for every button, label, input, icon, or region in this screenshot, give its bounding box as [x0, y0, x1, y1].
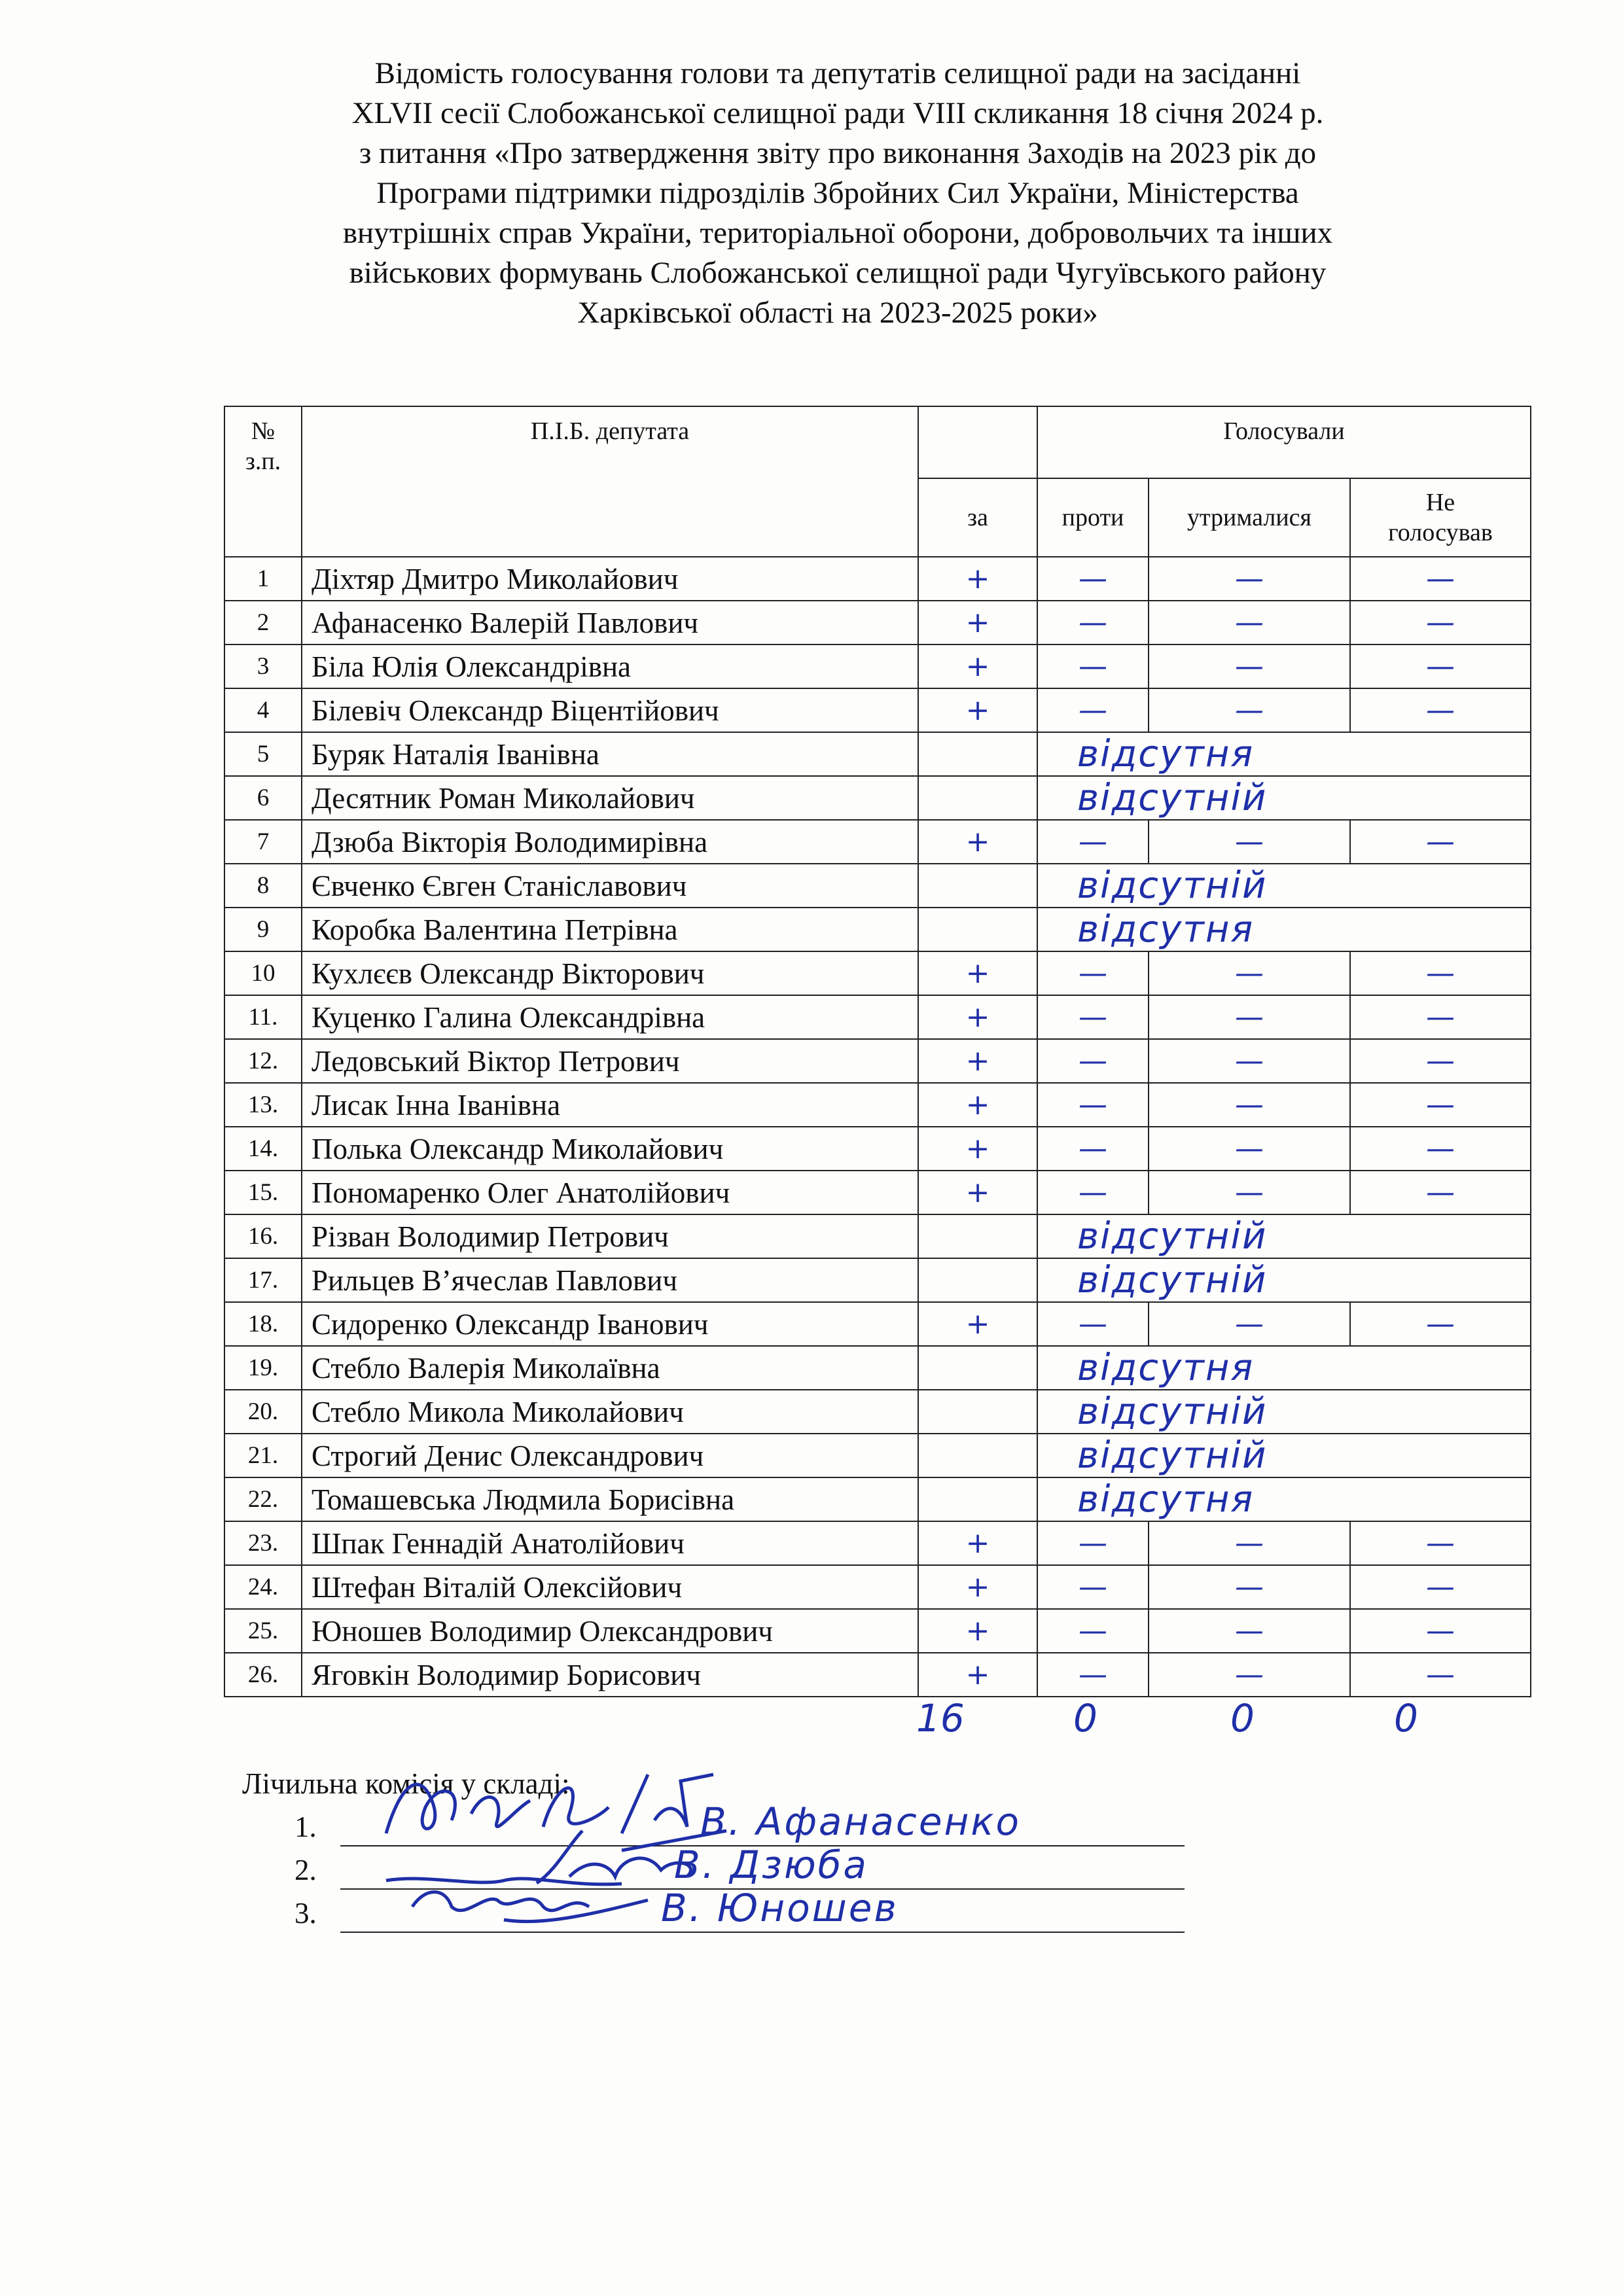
- absent-note: відсутня: [1037, 1346, 1531, 1390]
- deputy-name: Діхтяр Дмитро Миколайович: [302, 557, 918, 601]
- vote-not-voted: —: [1350, 1565, 1531, 1609]
- vote-abstain: —: [1149, 601, 1350, 645]
- table-row: [224, 1346, 1531, 1390]
- absent-note: відсутній: [1037, 1258, 1531, 1302]
- vote-abstain: —: [1149, 1083, 1350, 1127]
- commission-member-3: [294, 1886, 1185, 1933]
- vote-for: +: [918, 1039, 1037, 1083]
- vote-not-voted: —: [1350, 820, 1531, 864]
- vote-against: —: [1037, 1609, 1149, 1653]
- deputy-name: Білевіч Олександр Віцентійович: [302, 688, 918, 732]
- row-number: 5: [224, 732, 302, 776]
- absent-note: відсутній: [1037, 776, 1531, 820]
- header-voted: Голосували: [1037, 406, 1531, 478]
- vote-for: +: [918, 1653, 1037, 1697]
- row-number: 15.: [224, 1171, 302, 1214]
- vote-against: —: [1037, 557, 1149, 601]
- vote-not-voted: —: [1350, 1127, 1531, 1171]
- title-line: внутрішніх справ України, територіальної оборони, добровольчих та інших: [342, 216, 1333, 250]
- total-not-voted: 0: [1394, 1696, 1418, 1740]
- row-number: 19.: [224, 1346, 302, 1390]
- vote-abstain: —: [1149, 1521, 1350, 1565]
- deputy-name: Полька Олександр Миколайович: [302, 1127, 918, 1171]
- row-number: 10: [224, 951, 302, 995]
- row-number: 16.: [224, 1214, 302, 1258]
- table-row: [224, 1609, 1531, 1653]
- vote-against: —: [1037, 1302, 1149, 1346]
- member-number: 1.: [294, 1810, 317, 1843]
- vote-for: +: [918, 1127, 1037, 1171]
- row-number: 25.: [224, 1609, 302, 1653]
- vote-against: —: [1037, 688, 1149, 732]
- member-name: В. Юношев: [661, 1886, 899, 1930]
- vote-against: —: [1037, 995, 1149, 1039]
- vote-for: +: [918, 645, 1037, 688]
- table-row: [224, 1214, 1531, 1258]
- vote-for: +: [918, 820, 1037, 864]
- vote-not-voted: —: [1350, 995, 1531, 1039]
- deputy-name: Біла Юлія Олександрівна: [302, 645, 918, 688]
- absent-note: відсутній: [1037, 1214, 1531, 1258]
- deputy-name: Стебло Валерія Миколаївна: [302, 1346, 918, 1390]
- table-row: [224, 864, 1531, 908]
- commission-label: Лічильна комісія у складі:: [242, 1767, 570, 1800]
- table-row: [224, 1390, 1531, 1434]
- vote-abstain: —: [1149, 557, 1350, 601]
- row-number: 18.: [224, 1302, 302, 1346]
- table-row: [224, 1258, 1531, 1302]
- deputy-name: Ледовський Віктор Петрович: [302, 1039, 918, 1083]
- deputy-name: Томашевська Людмила Борисівна: [302, 1477, 918, 1521]
- header-abstain: утрималися: [1149, 478, 1350, 557]
- vote-not-voted: —: [1350, 688, 1531, 732]
- deputy-name: Штефан Віталій Олексійович: [302, 1565, 918, 1609]
- vote-abstain: —: [1149, 1171, 1350, 1214]
- table-row: [224, 1565, 1531, 1609]
- deputy-name: Строгий Денис Олександрович: [302, 1434, 918, 1477]
- deputy-name: Сидоренко Олександр Іванович: [302, 1302, 918, 1346]
- vote-not-voted: —: [1350, 1171, 1531, 1214]
- absent-note: відсутня: [1037, 1477, 1531, 1521]
- table-row: [224, 776, 1531, 820]
- vote-for: [918, 1390, 1037, 1434]
- vote-against: —: [1037, 1039, 1149, 1083]
- deputy-name: Різван Володимир Петрович: [302, 1214, 918, 1258]
- deputy-name: Коробка Валентина Петрівна: [302, 908, 918, 951]
- table-row: [224, 951, 1531, 995]
- vote-for: +: [918, 1565, 1037, 1609]
- total-for: 16: [916, 1696, 965, 1740]
- absent-note: відсутній: [1037, 1390, 1531, 1434]
- vote-abstain: —: [1149, 1565, 1350, 1609]
- vote-for: +: [918, 995, 1037, 1039]
- vote-for: +: [918, 1171, 1037, 1214]
- vote-for: +: [918, 951, 1037, 995]
- deputy-name: Лисак Інна Іванівна: [302, 1083, 918, 1127]
- vote-against: —: [1037, 645, 1149, 688]
- absent-note: відсутня: [1037, 908, 1531, 951]
- member-name: В. Дзюба: [674, 1843, 868, 1887]
- row-number: 3: [224, 645, 302, 688]
- vote-against: —: [1037, 951, 1149, 995]
- vote-for: +: [918, 601, 1037, 645]
- deputy-name: Євченко Євген Станіславович: [302, 864, 918, 908]
- vote-for: [918, 1258, 1037, 1302]
- voting-table: [224, 406, 1531, 1697]
- table-row: [224, 1477, 1531, 1521]
- vote-for: +: [918, 1609, 1037, 1653]
- vote-totals: [903, 1696, 1466, 1742]
- row-number: 26.: [224, 1653, 302, 1697]
- header-name: П.І.Б. депутата: [302, 406, 918, 557]
- header-number: № з.п.: [224, 406, 302, 557]
- table-row: [224, 601, 1531, 645]
- vote-against: —: [1037, 820, 1149, 864]
- vote-against: —: [1037, 1083, 1149, 1127]
- deputy-name: Буряк Наталія Іванівна: [302, 732, 918, 776]
- vote-not-voted: —: [1350, 1083, 1531, 1127]
- vote-abstain: —: [1149, 951, 1350, 995]
- vote-for: +: [918, 1302, 1037, 1346]
- vote-abstain: —: [1149, 1653, 1350, 1697]
- vote-abstain: —: [1149, 1039, 1350, 1083]
- deputy-name: Десятник Роман Миколайович: [302, 776, 918, 820]
- member-name: В. Афанасенко: [700, 1799, 1021, 1844]
- vote-for: [918, 1346, 1037, 1390]
- member-number: 2.: [294, 1854, 317, 1886]
- row-number: 1: [224, 557, 302, 601]
- table-row: [224, 1521, 1531, 1565]
- deputy-name: Дзюба Вікторія Володимирівна: [302, 820, 918, 864]
- row-number: 2: [224, 601, 302, 645]
- deputy-name: Пономаренко Олег Анатолійович: [302, 1171, 918, 1214]
- row-number: 17.: [224, 1258, 302, 1302]
- title-line: військових формувань Слобожанської селищної ради Чугуївського району: [349, 256, 1327, 290]
- deputy-name: Афанасенко Валерій Павлович: [302, 601, 918, 645]
- row-number: 9: [224, 908, 302, 951]
- header-for: за: [918, 478, 1037, 557]
- vote-abstain: —: [1149, 820, 1350, 864]
- vote-abstain: —: [1149, 1302, 1350, 1346]
- vote-against: —: [1037, 1653, 1149, 1697]
- vote-for: [918, 1477, 1037, 1521]
- vote-not-voted: —: [1350, 601, 1531, 645]
- absent-note: відсутній: [1037, 864, 1531, 908]
- row-number: 13.: [224, 1083, 302, 1127]
- table-row: [224, 1434, 1531, 1477]
- total-against: 0: [1073, 1696, 1097, 1740]
- row-number: 4: [224, 688, 302, 732]
- vote-against: —: [1037, 1565, 1149, 1609]
- vote-not-voted: —: [1350, 1521, 1531, 1565]
- row-number: 7: [224, 820, 302, 864]
- header-empty: [918, 406, 1037, 478]
- table-row: [224, 557, 1531, 601]
- vote-not-voted: —: [1350, 557, 1531, 601]
- vote-against: —: [1037, 1521, 1149, 1565]
- vote-not-voted: —: [1350, 951, 1531, 995]
- table-row: [224, 820, 1531, 864]
- row-number: 21.: [224, 1434, 302, 1477]
- title-line: Харківської області на 2023-2025 роки»: [577, 296, 1098, 330]
- document-title: [223, 54, 1453, 333]
- vote-for: [918, 864, 1037, 908]
- vote-abstain: —: [1149, 688, 1350, 732]
- vote-for: +: [918, 1521, 1037, 1565]
- deputy-name: Стебло Микола Миколайович: [302, 1390, 918, 1434]
- row-number: 14.: [224, 1127, 302, 1171]
- deputy-name: Куценко Галина Олександрівна: [302, 995, 918, 1039]
- vote-for: [918, 908, 1037, 951]
- vote-against: —: [1037, 601, 1149, 645]
- title-line: з питання «Про затвердження звіту про виконання Заходів на 2023 рік до: [359, 136, 1317, 170]
- vote-for: +: [918, 688, 1037, 732]
- table-row: [224, 1127, 1531, 1171]
- deputy-name: Шпак Геннадій Анатолійович: [302, 1521, 918, 1565]
- table-row: [224, 995, 1531, 1039]
- row-number: 8: [224, 864, 302, 908]
- vote-not-voted: —: [1350, 1609, 1531, 1653]
- row-number: 23.: [224, 1521, 302, 1565]
- member-number: 3.: [294, 1897, 317, 1930]
- deputy-name: Рильцев В’ячеслав Павлович: [302, 1258, 918, 1302]
- row-number: 11.: [224, 995, 302, 1039]
- absent-note: відсутня: [1037, 732, 1531, 776]
- vote-abstain: —: [1149, 645, 1350, 688]
- table-row: [224, 1171, 1531, 1214]
- table-row: [224, 732, 1531, 776]
- table-row: [224, 908, 1531, 951]
- vote-against: —: [1037, 1171, 1149, 1214]
- title-line: Відомість голосування голови та депутатів селищної ради на засіданні: [374, 56, 1301, 90]
- row-number: 6: [224, 776, 302, 820]
- vote-for: [918, 776, 1037, 820]
- vote-not-voted: —: [1350, 1302, 1531, 1346]
- row-number: 22.: [224, 1477, 302, 1521]
- vote-abstain: —: [1149, 995, 1350, 1039]
- table-row: [224, 1302, 1531, 1346]
- vote-abstain: —: [1149, 1609, 1350, 1653]
- deputy-name: Кухлєєв Олександр Вікторович: [302, 951, 918, 995]
- row-number: 20.: [224, 1390, 302, 1434]
- vote-not-voted: —: [1350, 645, 1531, 688]
- absent-note: відсутній: [1037, 1434, 1531, 1477]
- title-line: XLVII сесії Слобожанської селищної ради VIII скликання 18 січня 2024 р.: [351, 96, 1324, 130]
- vote-for: [918, 1434, 1037, 1477]
- row-number: 24.: [224, 1565, 302, 1609]
- vote-for: +: [918, 557, 1037, 601]
- title-line: Програми підтримки підрозділів Збройних Сил України, Міністерства: [376, 176, 1299, 210]
- vote-for: [918, 1214, 1037, 1258]
- table-row: [224, 1083, 1531, 1127]
- table-row: [224, 645, 1531, 688]
- vote-not-voted: —: [1350, 1039, 1531, 1083]
- total-abstain: 0: [1230, 1696, 1255, 1740]
- row-number: 12.: [224, 1039, 302, 1083]
- header-against: проти: [1037, 478, 1149, 557]
- table-row: [224, 688, 1531, 732]
- vote-abstain: —: [1149, 1127, 1350, 1171]
- vote-not-voted: —: [1350, 1653, 1531, 1697]
- deputy-name: Яговкін Володимир Борисович: [302, 1653, 918, 1697]
- table-row: [224, 1039, 1531, 1083]
- header-not-voted: Не голосував: [1350, 478, 1531, 557]
- table-row: [224, 1653, 1531, 1697]
- vote-for: +: [918, 1083, 1037, 1127]
- vote-against: —: [1037, 1127, 1149, 1171]
- vote-for: [918, 732, 1037, 776]
- deputy-name: Юношев Володимир Олександрович: [302, 1609, 918, 1653]
